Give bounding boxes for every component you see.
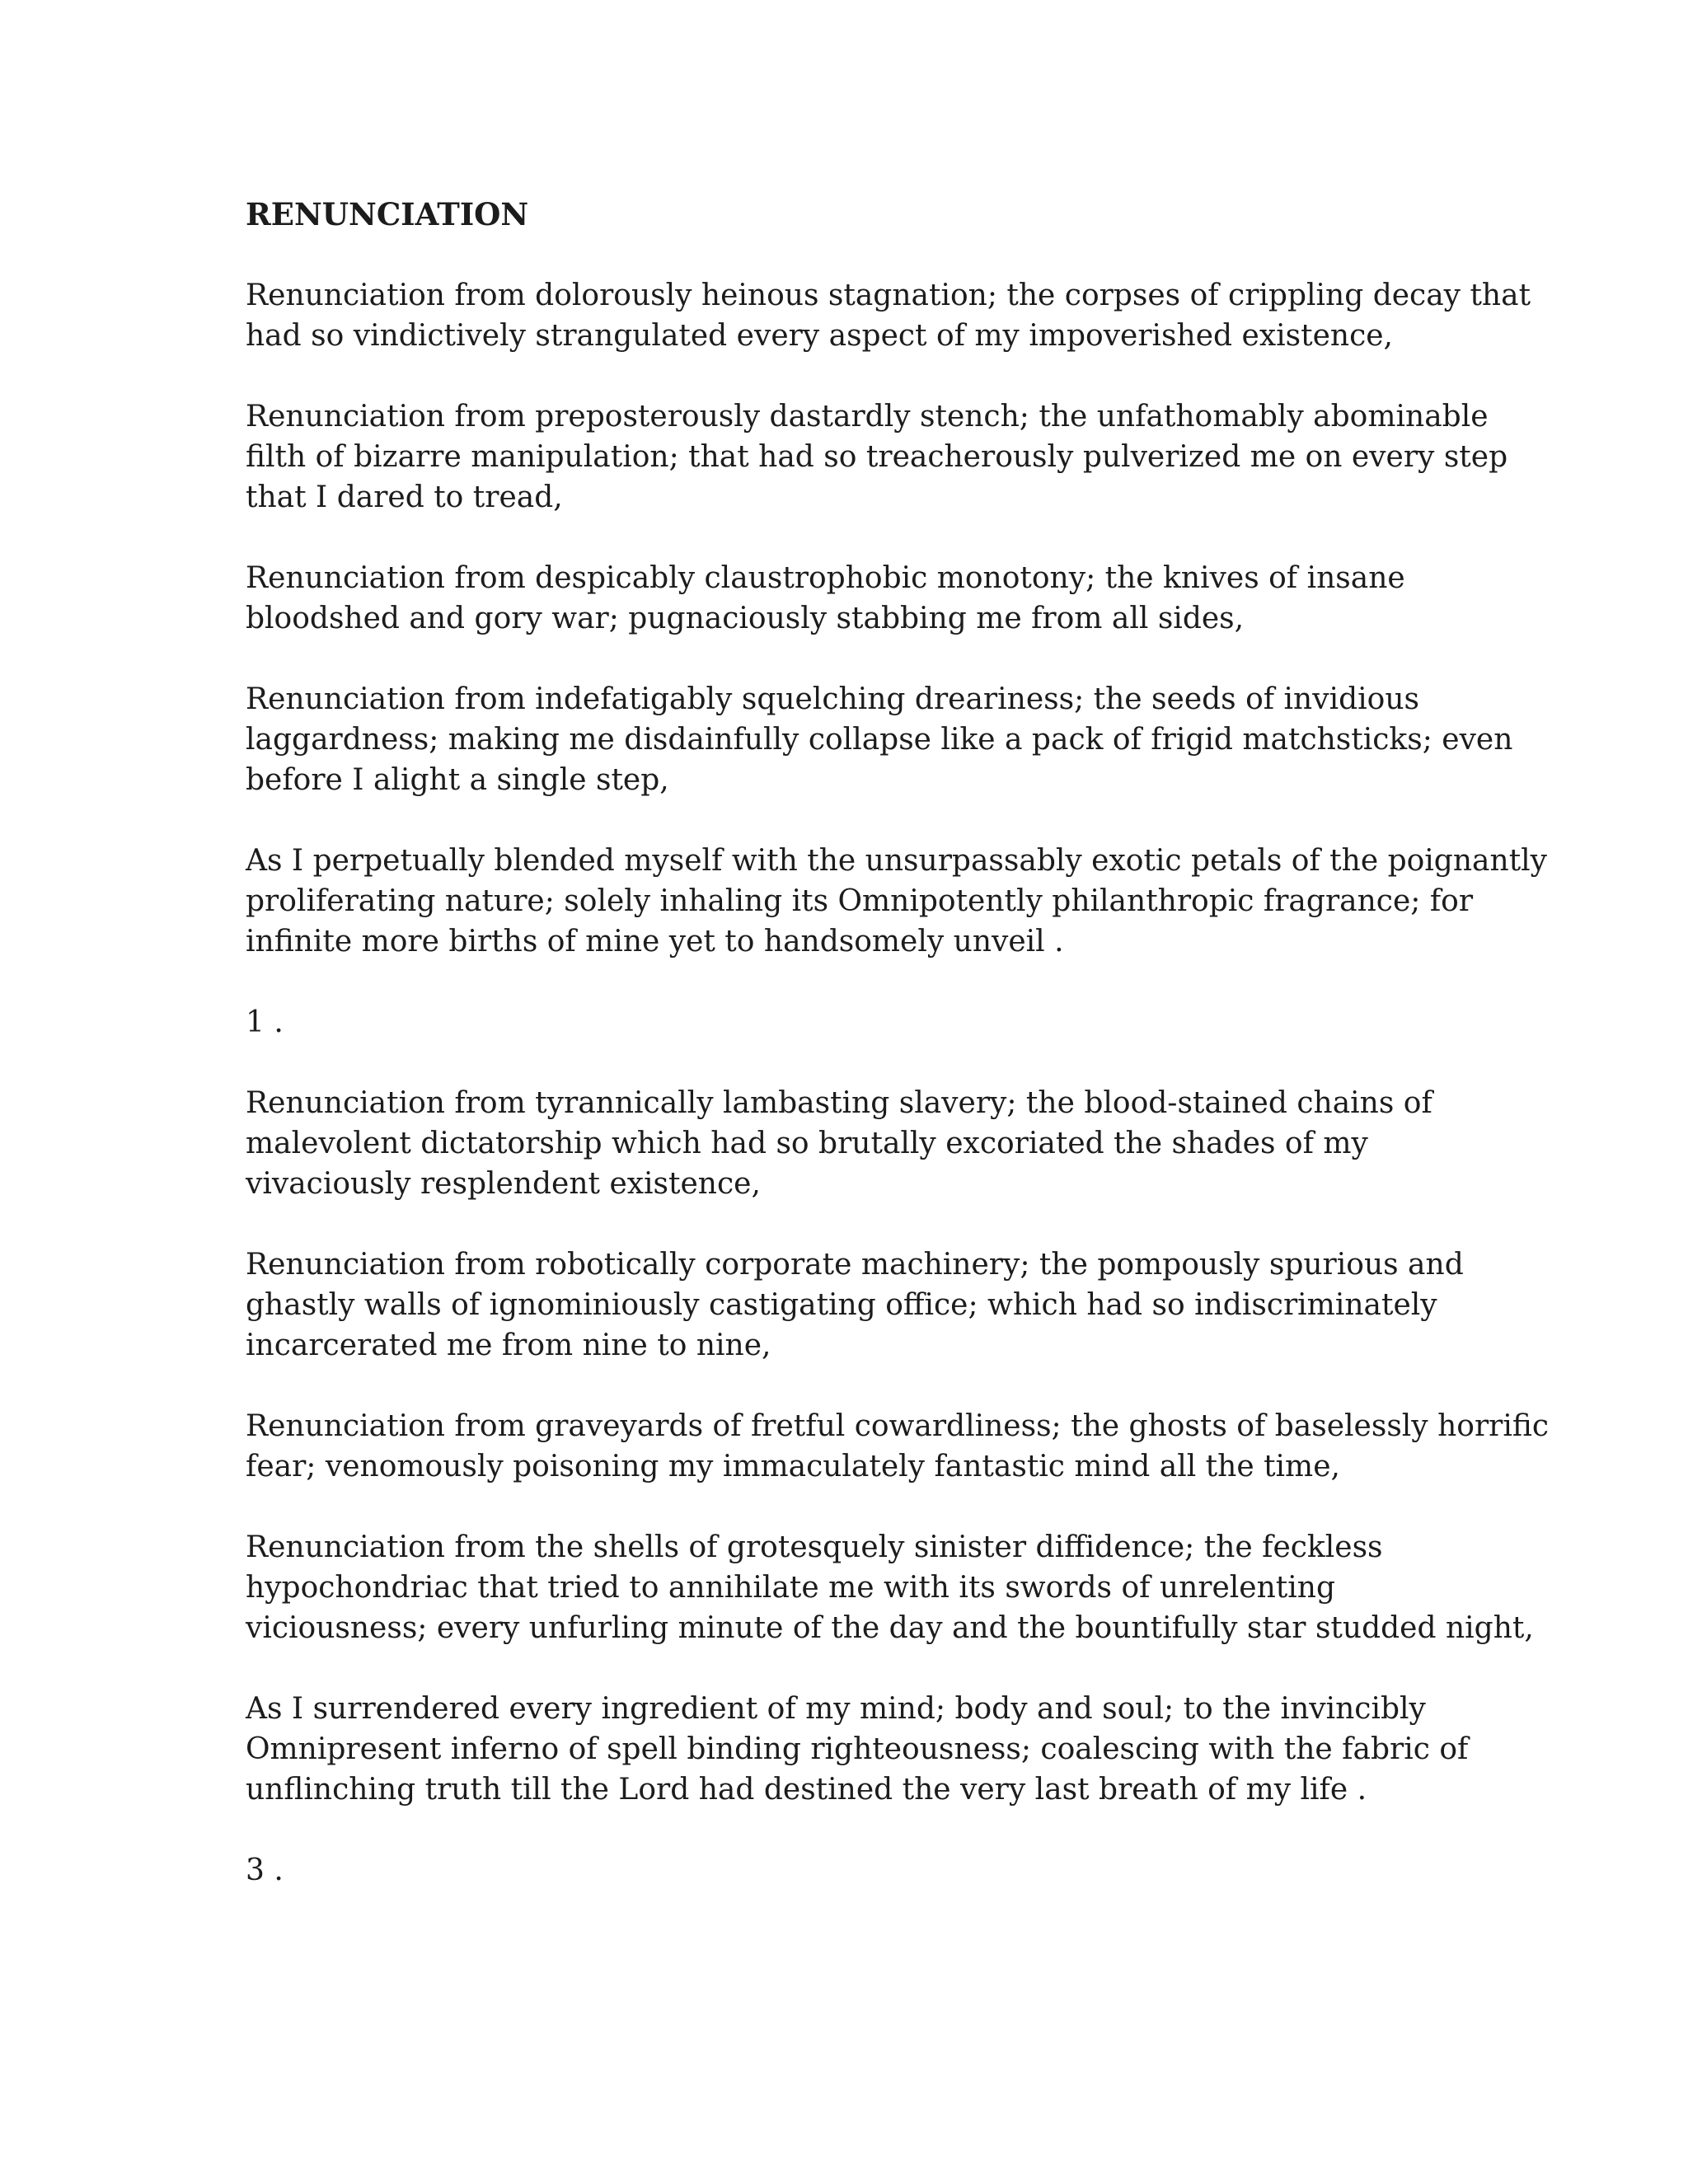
poem-line: Renunciation from dolorously heinous stagnation; the corpses of crippling decay that (246, 279, 1531, 312)
stanza2-paragraph-1 (246, 1083, 1449, 1204)
poem-line: Renunciation from tyrannically lambasting slavery; the blood-stained chains of (246, 1086, 1432, 1120)
poem-line: As I perpetually blended myself with the unsurpassably exotic petals of the poignantly (246, 844, 1548, 878)
stanza1-paragraph-3 (246, 558, 1449, 639)
section-marker-2: 3 . (246, 1854, 284, 1887)
poem-line: laggardness; making me disdainfully collapse like a pack of frigid matchsticks; even (246, 723, 1513, 757)
poem-line: Renunciation from indefatigably squelching dreariness; the seeds of invidious (246, 682, 1419, 716)
poem-line: that I dared to tread, (246, 480, 563, 514)
stanza1-paragraph-1 (246, 275, 1531, 356)
stanza2-paragraph-2 (246, 1244, 1464, 1366)
poem-line: unflinching truth till the Lord had destined the very last breath of my life . (246, 1773, 1367, 1807)
poem-line: Renunciation from preposterously dastardly stench; the unfathomably abominable (246, 400, 1489, 434)
poem-line: fear; venomously poisoning my immaculately fantastic mind all the time, (246, 1450, 1340, 1483)
stanza1-paragraph-2 (246, 396, 1508, 518)
stanza1-paragraph-5 (246, 841, 1548, 962)
poem-line: vivaciously resplendent existence, (246, 1167, 761, 1201)
poem-line: bloodshed and gory war; pugnaciously stabbing me from all sides, (246, 602, 1245, 635)
poem-line: before I alight a single step, (246, 763, 669, 797)
poem-line: hypochondriac that tried to annihilate me with its swords of unrelenting (246, 1571, 1335, 1605)
poem-line: Renunciation from despicably claustrophobic monotony; the knives of insane (246, 561, 1405, 595)
poem-title: RENUNCIATION (246, 196, 529, 232)
section-marker-1: 1 . (246, 1005, 284, 1039)
poem-line: had so vindictively strangulated every aspect of my impoverished existence, (246, 319, 1393, 353)
poem-line: malevolent dictatorship which had so brutally excoriated the shades of my (246, 1127, 1368, 1160)
poem-line: Renunciation from graveyards of fretful cowardliness; the ghosts of baselessly horrific (246, 1409, 1550, 1443)
poem-line: As I surrendered every ingredient of my mind; body and soul; to the invincibly (246, 1692, 1426, 1726)
stanza2-paragraph-5 (246, 1689, 1469, 1810)
stanza2-paragraph-4 (246, 1527, 1534, 1648)
poem-line: infinite more births of mine yet to handsomely unveil . (246, 925, 1064, 958)
poem-line: viciousness; every unfurling minute of the day and the bountifully star studded night, (246, 1611, 1534, 1645)
poem-line: incarcerated me from nine to nine, (246, 1329, 771, 1362)
poem-line: Omnipresent inferno of spell binding righteousness; coalescing with the fabric of (246, 1732, 1469, 1766)
poem-content (246, 194, 1550, 1931)
poem-line: filth of bizarre manipulation; that had so treacherously pulverized me on every step (246, 440, 1508, 474)
poem-line: proliferating nature; solely inhaling its Omnipotently philanthropic fragrance; for (246, 884, 1474, 918)
stanza1-paragraph-4 (246, 679, 1513, 800)
poem-line: Renunciation from robotically corporate machinery; the pompously spurious and (246, 1248, 1464, 1282)
poem-line: Renunciation from the shells of grotesquely sinister diffidence; the feckless (246, 1530, 1383, 1564)
poem-line: ghastly walls of ignominiously castigating office; which had so indiscriminately (246, 1288, 1437, 1322)
stanza2-paragraph-3 (246, 1406, 1550, 1487)
